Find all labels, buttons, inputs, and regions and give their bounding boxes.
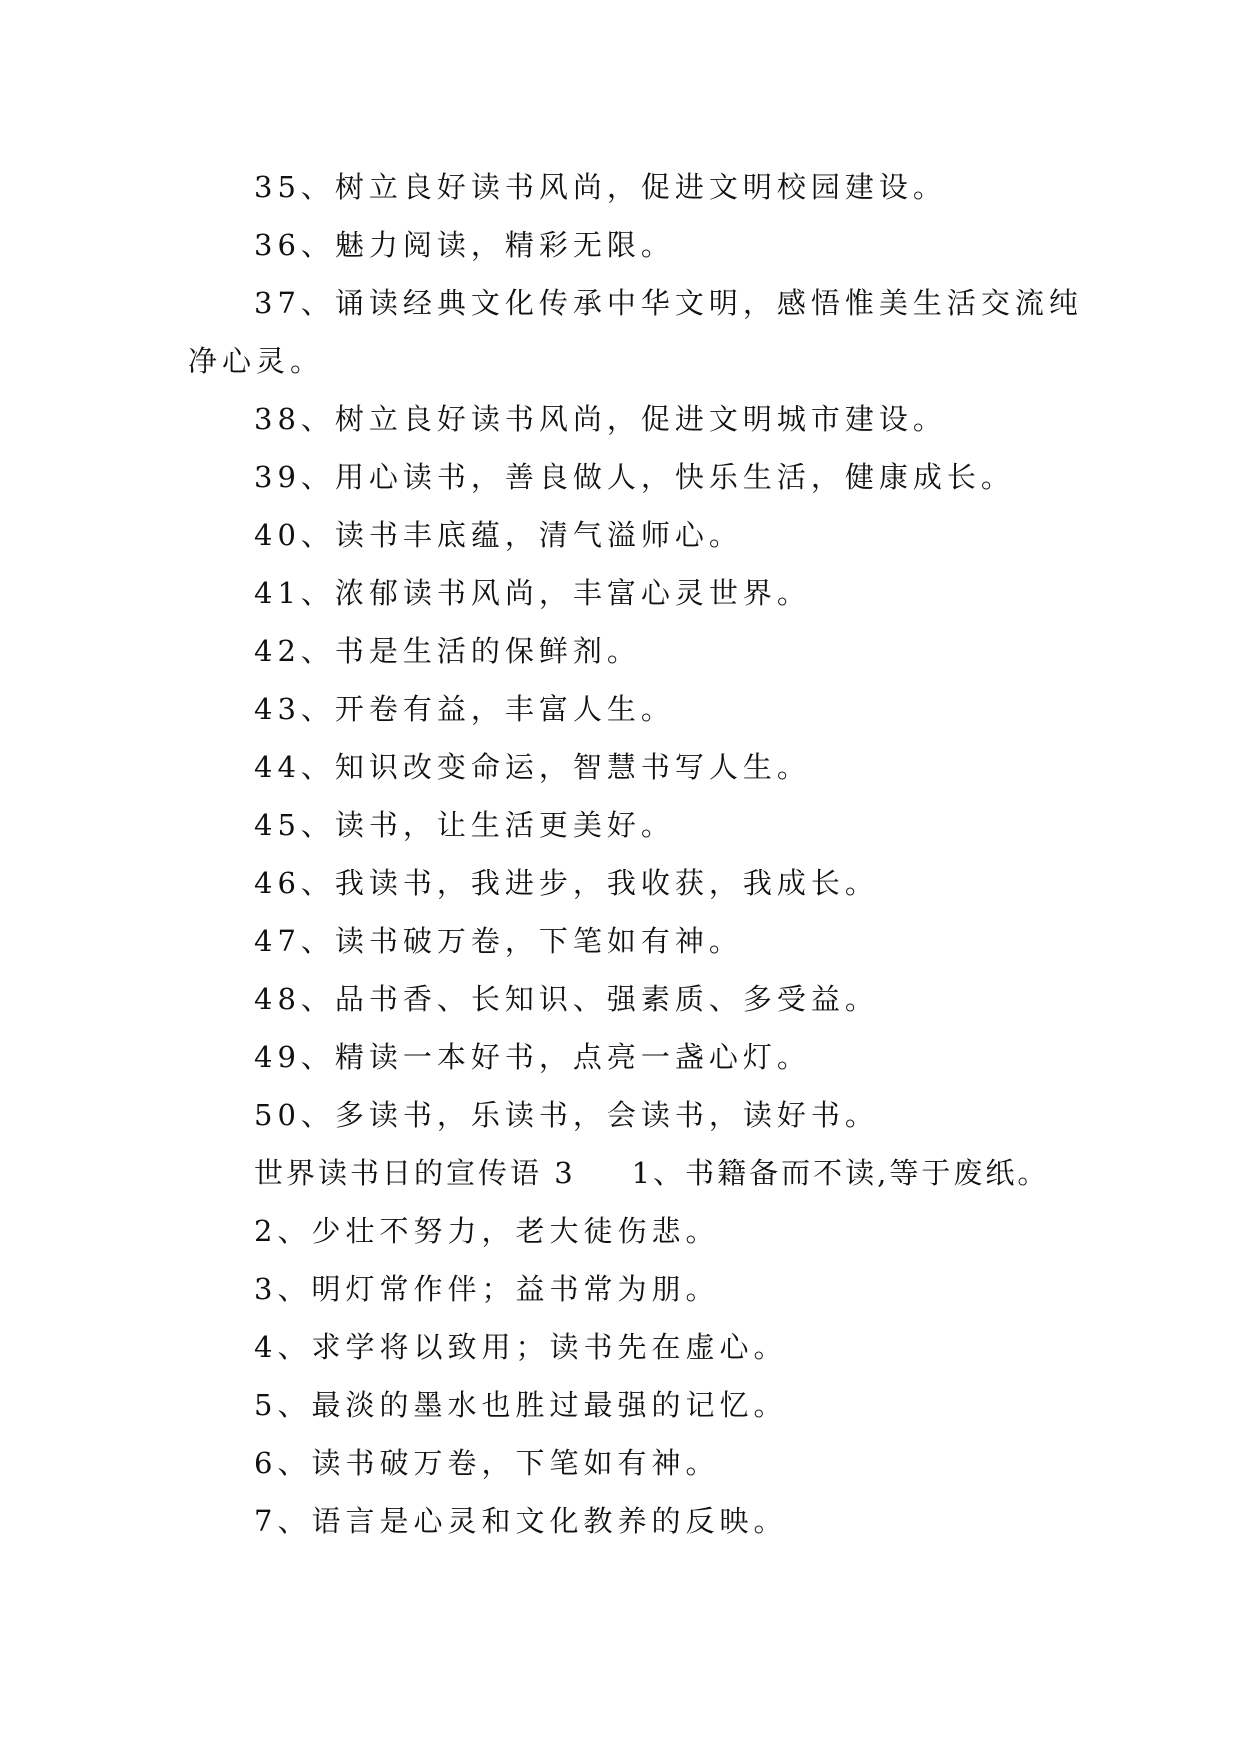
slogan-line: 38、树立良好读书风尚，促进文明城市建设。 [254, 402, 947, 436]
slogan-line: 48、品书香、长知识、强素质、多受益。 [254, 982, 879, 1016]
slogan-line: 47、读书破万卷，下笔如有神。 [254, 924, 743, 958]
slogan-line: 50、多读书，乐读书，会读书，读好书。 [254, 1098, 879, 1132]
slogan-line: 45、读书，让生活更美好。 [254, 808, 675, 842]
quote-line: 6、读书破万卷，下笔如有神。 [254, 1446, 720, 1480]
slogan-line: 41、浓郁读书风尚，丰富心灵世界。 [254, 576, 811, 610]
slogan-line: 42、书是生活的保鲜剂。 [254, 634, 641, 668]
quote-line: 7、语言是心灵和文化教养的反映。 [254, 1504, 788, 1538]
slogan-line: 35、树立良好读书风尚，促进文明校园建设。 [254, 170, 947, 204]
slogan-line: 37、诵读经典文化传承中华文明，感悟惟美生活交流纯 [254, 286, 1083, 320]
slogan-line: 44、知识改变命运，智慧书写人生。 [254, 750, 811, 784]
quote-line: 3、明灯常作伴；益书常为朋。 [254, 1272, 720, 1306]
slogan-line-continuation: 净心灵。 [188, 344, 325, 378]
section-heading-line [188, 1144, 1058, 1202]
slogan-line: 39、用心读书，善良做人，快乐生活，健康成长。 [254, 460, 1015, 494]
quote-line: 5、最淡的墨水也胜过最强的记忆。 [254, 1388, 788, 1422]
quote-line: 2、少壮不努力，老大徒伤悲。 [254, 1214, 720, 1248]
quote-line: 4、求学将以致用；读书先在虚心。 [254, 1330, 788, 1364]
section-heading: 世界读书日的宣传语 3 [254, 1156, 576, 1190]
slogan-line: 40、读书丰底蕴，清气溢师心。 [254, 518, 743, 552]
slogan-line: 49、精读一本好书，点亮一盏心灯。 [254, 1040, 811, 1074]
slogan-line: 46、我读书，我进步，我收获，我成长。 [254, 866, 879, 900]
slogan-line: 36、魅力阅读，精彩无限。 [254, 228, 675, 262]
document-body [188, 158, 1083, 1550]
slogan-line: 43、开卷有益，丰富人生。 [254, 692, 675, 726]
section-first-item: 1、书籍备而不读,等于废纸。 [631, 1156, 1050, 1190]
